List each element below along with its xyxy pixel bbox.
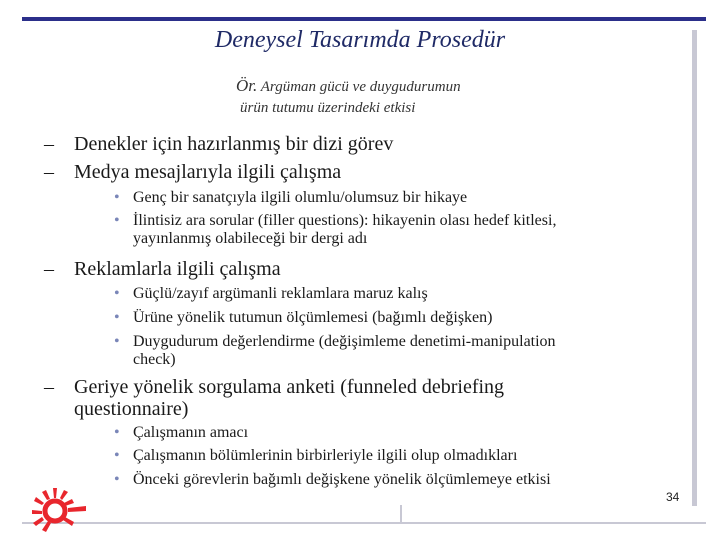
dot-marker: • bbox=[114, 471, 120, 488]
sub-bullet-text: Çalışmanın amacı bbox=[133, 424, 249, 441]
sub-bullet-text: Önceki görevlerin bağımlı değişkene yönelik ölçümlemeye etkisi bbox=[133, 471, 551, 488]
dash-marker: – bbox=[44, 258, 54, 280]
bullet-4-text-continued: questionnaire) bbox=[74, 398, 189, 420]
sub-bullet-text-continued: yayınlanmış olabileceği bir dergi adı bbox=[133, 230, 368, 247]
subtitle-line-1: Argüman gücü ve duygudurumun bbox=[260, 79, 461, 95]
dash-marker: – bbox=[44, 376, 54, 398]
bullet-4-text: Geriye yönelik sorgulama anketi (funneled debriefing bbox=[74, 376, 505, 398]
slide-subtitle bbox=[236, 75, 576, 119]
bullet-3-text: Reklamlarla ilgili çalışma bbox=[74, 258, 281, 280]
sub-bullet-text-continued: check) bbox=[133, 351, 176, 368]
sub-bullet-4-2 bbox=[114, 447, 678, 465]
bottom-rule bbox=[22, 522, 706, 524]
subtitle-line-2: ürün tutumu üzerindeki etkisi bbox=[240, 100, 416, 116]
sub-bullet-text: Duygudurum değerlendirme (değişimleme denetimi-manipulation bbox=[133, 333, 556, 350]
bullet-2-text: Medya mesajlarıyla ilgili çalışma bbox=[74, 161, 342, 183]
dash-marker: – bbox=[44, 133, 54, 155]
sub-bullet-3-1 bbox=[114, 285, 678, 303]
page-number: 34 bbox=[666, 490, 680, 504]
sub-bullet-text: Çalışmanın bölümlerinin birbirleriyle ilgili olup olmadıkları bbox=[133, 447, 518, 464]
top-rule bbox=[22, 17, 706, 21]
dot-marker: • bbox=[114, 309, 120, 326]
dot-marker: • bbox=[114, 212, 120, 229]
sub-bullet-text: Genç bir sanatçıyla ilgili olumlu/olumsuz bir hikaye bbox=[133, 189, 468, 206]
bottom-tick bbox=[400, 505, 402, 524]
right-rule bbox=[692, 30, 697, 506]
sub-bullet-2-1 bbox=[114, 189, 678, 207]
bullet-4 bbox=[44, 376, 674, 420]
sub-bullet-4-3 bbox=[114, 471, 678, 489]
sub-bullet-3-2 bbox=[114, 309, 678, 327]
dot-marker: • bbox=[114, 447, 120, 464]
sub-bullet-4-1 bbox=[114, 424, 678, 442]
bullet-2 bbox=[44, 161, 674, 183]
slide-title: Deneysel Tasarımda Prosedür bbox=[214, 27, 506, 53]
university-logo-icon bbox=[28, 484, 90, 534]
subtitle-prefix: Ör. bbox=[236, 76, 258, 95]
sub-bullet-text: İlintisiz ara sorular (filler questions): hikayenin olası hedef kitlesi, bbox=[133, 212, 557, 229]
sub-bullet-3-3 bbox=[114, 333, 678, 369]
dot-marker: • bbox=[114, 424, 120, 441]
dot-marker: • bbox=[114, 333, 120, 350]
sub-bullet-text: Ürüne yönelik tutumun ölçümlemesi (bağımlı değişken) bbox=[133, 309, 493, 326]
dot-marker: • bbox=[114, 189, 120, 206]
sub-bullet-2-2 bbox=[114, 212, 678, 248]
bullet-1 bbox=[44, 133, 674, 155]
bullet-1-text: Denekler için hazırlanmış bir dizi görev bbox=[74, 133, 394, 155]
sub-bullet-text: Güçlü/zayıf argümanli reklamlara maruz kalış bbox=[133, 285, 428, 302]
dot-marker: • bbox=[114, 285, 120, 302]
dash-marker: – bbox=[44, 161, 54, 183]
bullet-3 bbox=[44, 258, 674, 280]
